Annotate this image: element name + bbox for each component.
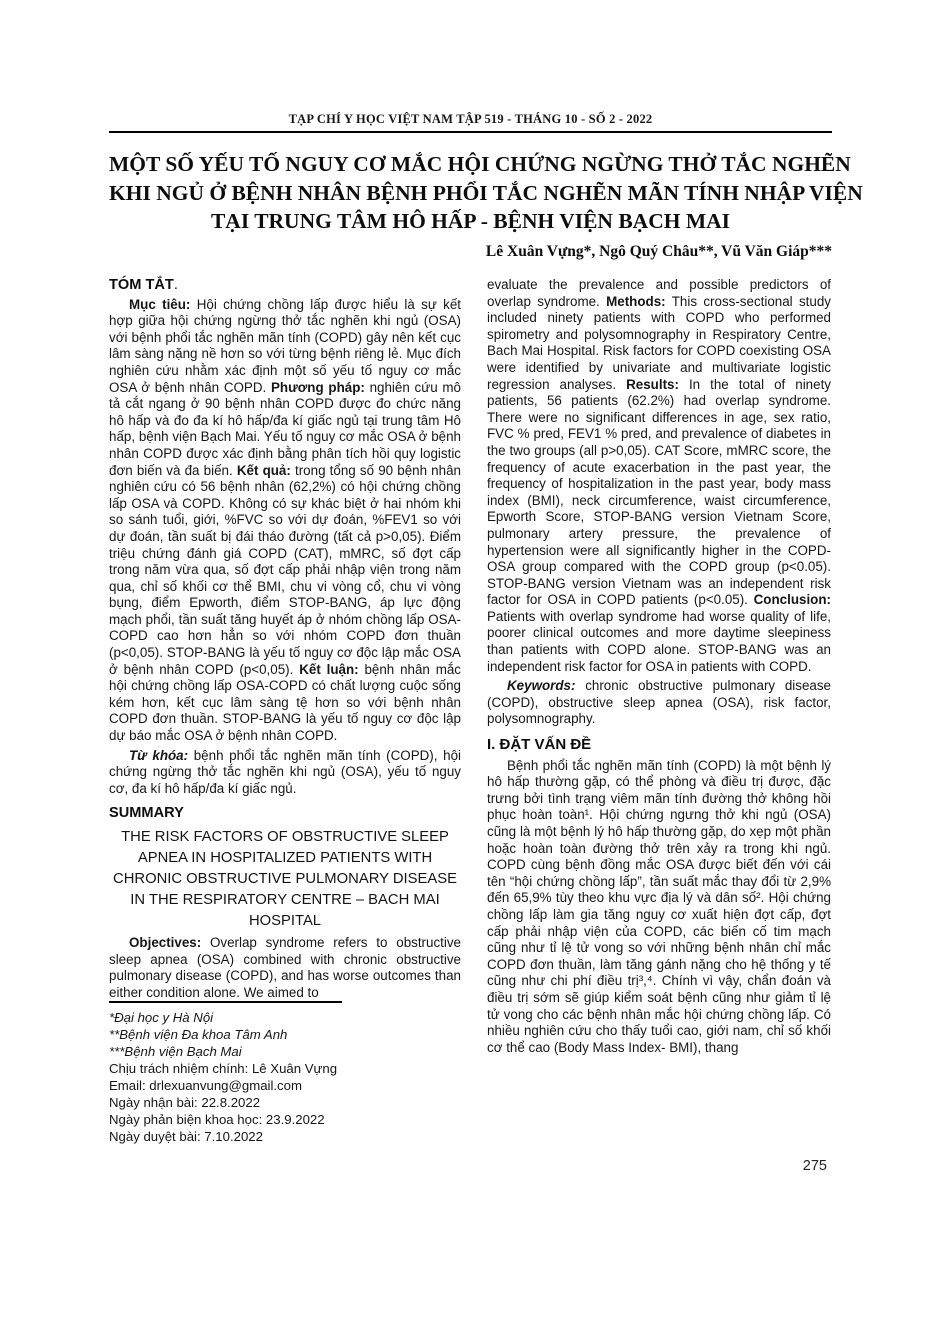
footnote-affiliation-3: ***Bệnh viện Bạch Mai	[109, 1044, 242, 1060]
en-conclusion-text: Patients with overlap syndrome had worse quality of life, poorer clinical outcomes and more daytime sleepiness than patients with COPD alone. STOP-BANG was an independent risk factor for OSA in patients with COPD.	[487, 608, 831, 674]
vi-conclusion-label: Kết luận:	[299, 661, 359, 677]
footnote-received-date: Ngày nhận bài: 22.8.2022	[109, 1094, 261, 1110]
summary-title: THE RISK FACTORS OF OBSTRUCTIVE SLEEP APNEA IN HOSPITALIZED PATIENTS WITH CHRONIC OBSTRUCTIVE PULMONARY DISEASE IN THE RESPIRATORY CENTRE – BACH MAI HOSPITAL	[113, 829, 457, 929]
journal-header-text: TẠP CHÍ Y HỌC VIỆT NAM TẬP 519 - THÁNG 10 - SỐ 2 - 2022	[288, 112, 653, 126]
article-title-line-3: TẠI TRUNG TÂM HÔ HẤP - BỆNH VIỆN BẠCH MAI	[210, 209, 731, 233]
article-title-line-2: KHI NGỦ Ở BỆNH NHÂN BỆNH PHỔI TẮC NGHẼN MÃN TÍNH NHẬP VIỆN	[109, 180, 863, 205]
footnote-affiliation-1: *Đại học y Hà Nội	[109, 1010, 214, 1026]
en-results-text: In the total of ninety patients, 56 patients (62.2%) had overlap syndrome. There were no significant differences in age, sex ratio, FVC % pred, FEV1 % pred, and prevalence of diabetes in the two groups (all p>0,05). CAT Score, mMRC score, the frequency of acute exacerbation in the past year, the frequency of hospitalization in the past year, body mass index (BMI), neck circumference, waist circumference, Epworth Score, STOP-BANG version Vietnam Score, pulmonary artery pressure, the prevalence of hypertension were all significantly higher in the COPD-OSA group compared with the COPD group (p<0.05). STOP-BANG version Vietnam was an independent risk factor for OSA in COPD patients (p<0.05).	[487, 376, 831, 608]
keywords-en-paragraph	[487, 678, 831, 728]
article-title-line-1: MỘT SỐ YẾU TỐ NGUY CƠ MẮC HỘI CHỨNG NGỪNG THỞ TẮC NGHẼN	[109, 152, 851, 176]
keywords-en-text: chronic obstructive pulmonary disease (COPD), obstructive sleep apnea (OSA), risk factor, polysomnography.	[487, 678, 831, 727]
vi-methods-label: Phương pháp:	[270, 379, 365, 395]
vi-methods-text: nghiên cứu mô tả cắt ngang ở 90 bệnh nhân COPD được đo chức năng hô hấp và đo đa kí hô hấp/đa kí giấc ngủ tại trung tâm Hô hấp, bệnh viện Bạch Mai. Yếu tố nguy cơ mắc OSA ở bệnh nhân COPD được xác định bằng phân tích hồi quy logistic đơn biến và đa biến.	[109, 379, 461, 478]
page-number: 275	[802, 1158, 827, 1174]
keywords-vi-text: bệnh phổi tắc nghẽn mãn tính (COPD), hội chứng ngừng thở tắc nghẽn khi ngủ (OSA), yếu tố nguy cơ, đa kí hô hấp/đa kí giấc ngủ.	[109, 747, 461, 796]
footnote-responsible: Chịu trách nhiệm chính: Lê Xuân Vựng	[109, 1061, 338, 1077]
keywords-vi-paragraph	[109, 748, 461, 798]
en-objectives-label: Objectives:	[129, 935, 202, 950]
right-column	[487, 277, 831, 1056]
footnote-separator	[109, 1001, 342, 1003]
keywords-vi-label: Từ khóa:	[129, 747, 189, 763]
vi-conclusion-text: bệnh nhân mắc hội chứng chồng lấp OSA-COPD có chất lượng cuộc sống kém hơn, kết cục lâm sàng tệ hơn so với bệnh nhân COPD đơn thuần. STOP-BANG là yếu tố nguy cơ độc lập dự báo mắc OSA ở bệnh nhân COPD.	[109, 661, 461, 744]
abstract-vi-heading	[109, 277, 461, 294]
vi-results-label: Kết quả:	[236, 462, 291, 478]
summary-heading: SUMMARY	[109, 805, 184, 822]
footnote-affiliation-2: **Bệnh viện Đa khoa Tâm Anh	[109, 1027, 288, 1043]
introduction-heading: I. ĐẶT VẤN ĐỀ	[487, 736, 592, 754]
left-column	[109, 277, 461, 1145]
en-methods-text: This cross-sectional study included ninety patients with COPD who performed spirometry and polysomnography in Respiratory Centre, Bach Mai Hospital. Risk factors for COPD coexisting OSA were identified by univariate and multivariate logistic regression analyses.	[487, 293, 831, 392]
abstract-en-paragraph	[487, 277, 831, 675]
summary-objectives-paragraph	[109, 935, 461, 1001]
en-conclusion-label: Conclusion:	[753, 592, 831, 608]
abstract-vi-heading-text: TÓM TẮT	[109, 277, 174, 293]
vi-results-text: trong tổng số 90 bệnh nhân nghiên cứu có 56 bệnh nhân (62,2%) có hội chứng chồng lấp OSA và COPD. Không có sự khác biệt ở hai nhóm khi so sánh tuổi, giới, %FVC so với dự đoán, %FEV1 so với dự đoán, tần suất bị đái tháo đường (tất cả p>0,05). Điểm triệu chứng đánh giá COPD (CAT), mMRC, số đợt cấp trong năm vừa qua, số đợt cấp phải nhập viện trong năm qua, chỉ số khối cơ thể BMI, chu vi vòng cổ, chu vi vòng bụng, điểm Epworth, điểm STOP-BANG, áp lực động mạch phổi, tần suất tăng huyết áp ở nhóm chồng lấp OSA-COPD cao hơn hẳn so với nhóm COPD đơn thuần (p<0,05). STOP-BANG là yếu tố nguy cơ độc lập mắc OSA ở bệnh nhân COPD (p<0,05).	[109, 462, 461, 677]
vi-objectives-text: Hội chứng chồng lấp được hiểu là sự kết hợp giữa hội chứng ngừng thở tắc nghẽn khi ngủ (OSA) với bệnh phổi tắc nghẽn mãn tính (COPD) gây nên kết cục lâm sàng nặng nề hơn so với từng bệnh riêng lẻ. Mục đích nghiên cứu nhằm xác định một số yếu tố nguy cơ mắc OSA ở bệnh nhân COPD.	[109, 296, 461, 395]
footnote-reviewed-date: Ngày phản biện khoa học: 23.9.2022	[109, 1111, 325, 1127]
en-objectives-text: Overlap syndrome refers to obstructive sleep apnea (OSA) combined with chronic obstructive pulmonary disease (COPD), and has worse outcomes than either condition alone. We aimed to	[109, 935, 461, 1000]
footnote-accepted-date: Ngày duyệt bài: 7.10.2022	[109, 1128, 263, 1144]
abstract-vi-paragraph	[109, 297, 461, 745]
en-continuation-text: evaluate the prevalence and possible predictors of overlap syndrome.	[487, 277, 831, 309]
en-results-label: Results:	[626, 376, 679, 392]
keywords-en-label: Keywords:	[507, 678, 576, 694]
authors-line: Lê Xuân Vựng*, Ngô Quý Châu**, Vũ Văn Giáp***	[485, 243, 832, 260]
vi-objectives-label: Mục tiêu:	[129, 296, 191, 312]
footnote-email: Email: drlexuanvung@gmail.com	[109, 1078, 302, 1093]
introduction-paragraph: Bệnh phổi tắc nghẽn mãn tính (COPD) là một bệnh lý hô hấp thường gặp, có thể phòng và điều trị được, đặc trưng bởi tình trạng viêm mãn tính đường thở không hồi phục hoàn toàn¹. Hội chứng ngưng thở khi ngủ (OSA) cũng là một bệnh lý hô hấp thường gặp, do xẹp một phần hoặc hoàn toàn đường thở trên xảy ra trong khi ngủ. COPD cùng bệnh đồng mắc OSA được biết đến với cái tên “hội chứng chồng lấp”, tần suất mắc thay đổi từ 2,9% đến 65,9% tùy theo khu vực địa lý và dân số². Hội chứng chồng lấp làm gia tăng nguy cơ xuất hiện đợt cấp, đợt cấp phải nhập viện của COPD, các biến cố tim mạch cũng như tỉ lệ tử vong so với những bệnh nhân chỉ mắc COPD đơn thuần, làm tăng gánh nặng cho hệ thống y tế cũng như chi phí điều trị³,⁴. Chính vì vậy, chẩn đoán và điều trị sớm sẽ giúp kiểm soát bệnh cũng như giảm tỉ lệ tử vong cho các bệnh nhân mắc hội chứng chồng lấp. Có nhiều nghiên cứu cho thấy tuổi cao, giới nam, chỉ số khối cơ thể cao (Body Mass Index- BMI), thang	[487, 757, 831, 1055]
article-title	[109, 150, 863, 236]
en-methods-label: Methods:	[606, 293, 666, 309]
abstract-vi-heading-dot: .	[173, 277, 178, 293]
journal-header	[109, 112, 832, 133]
footnote-block	[109, 1001, 461, 1145]
